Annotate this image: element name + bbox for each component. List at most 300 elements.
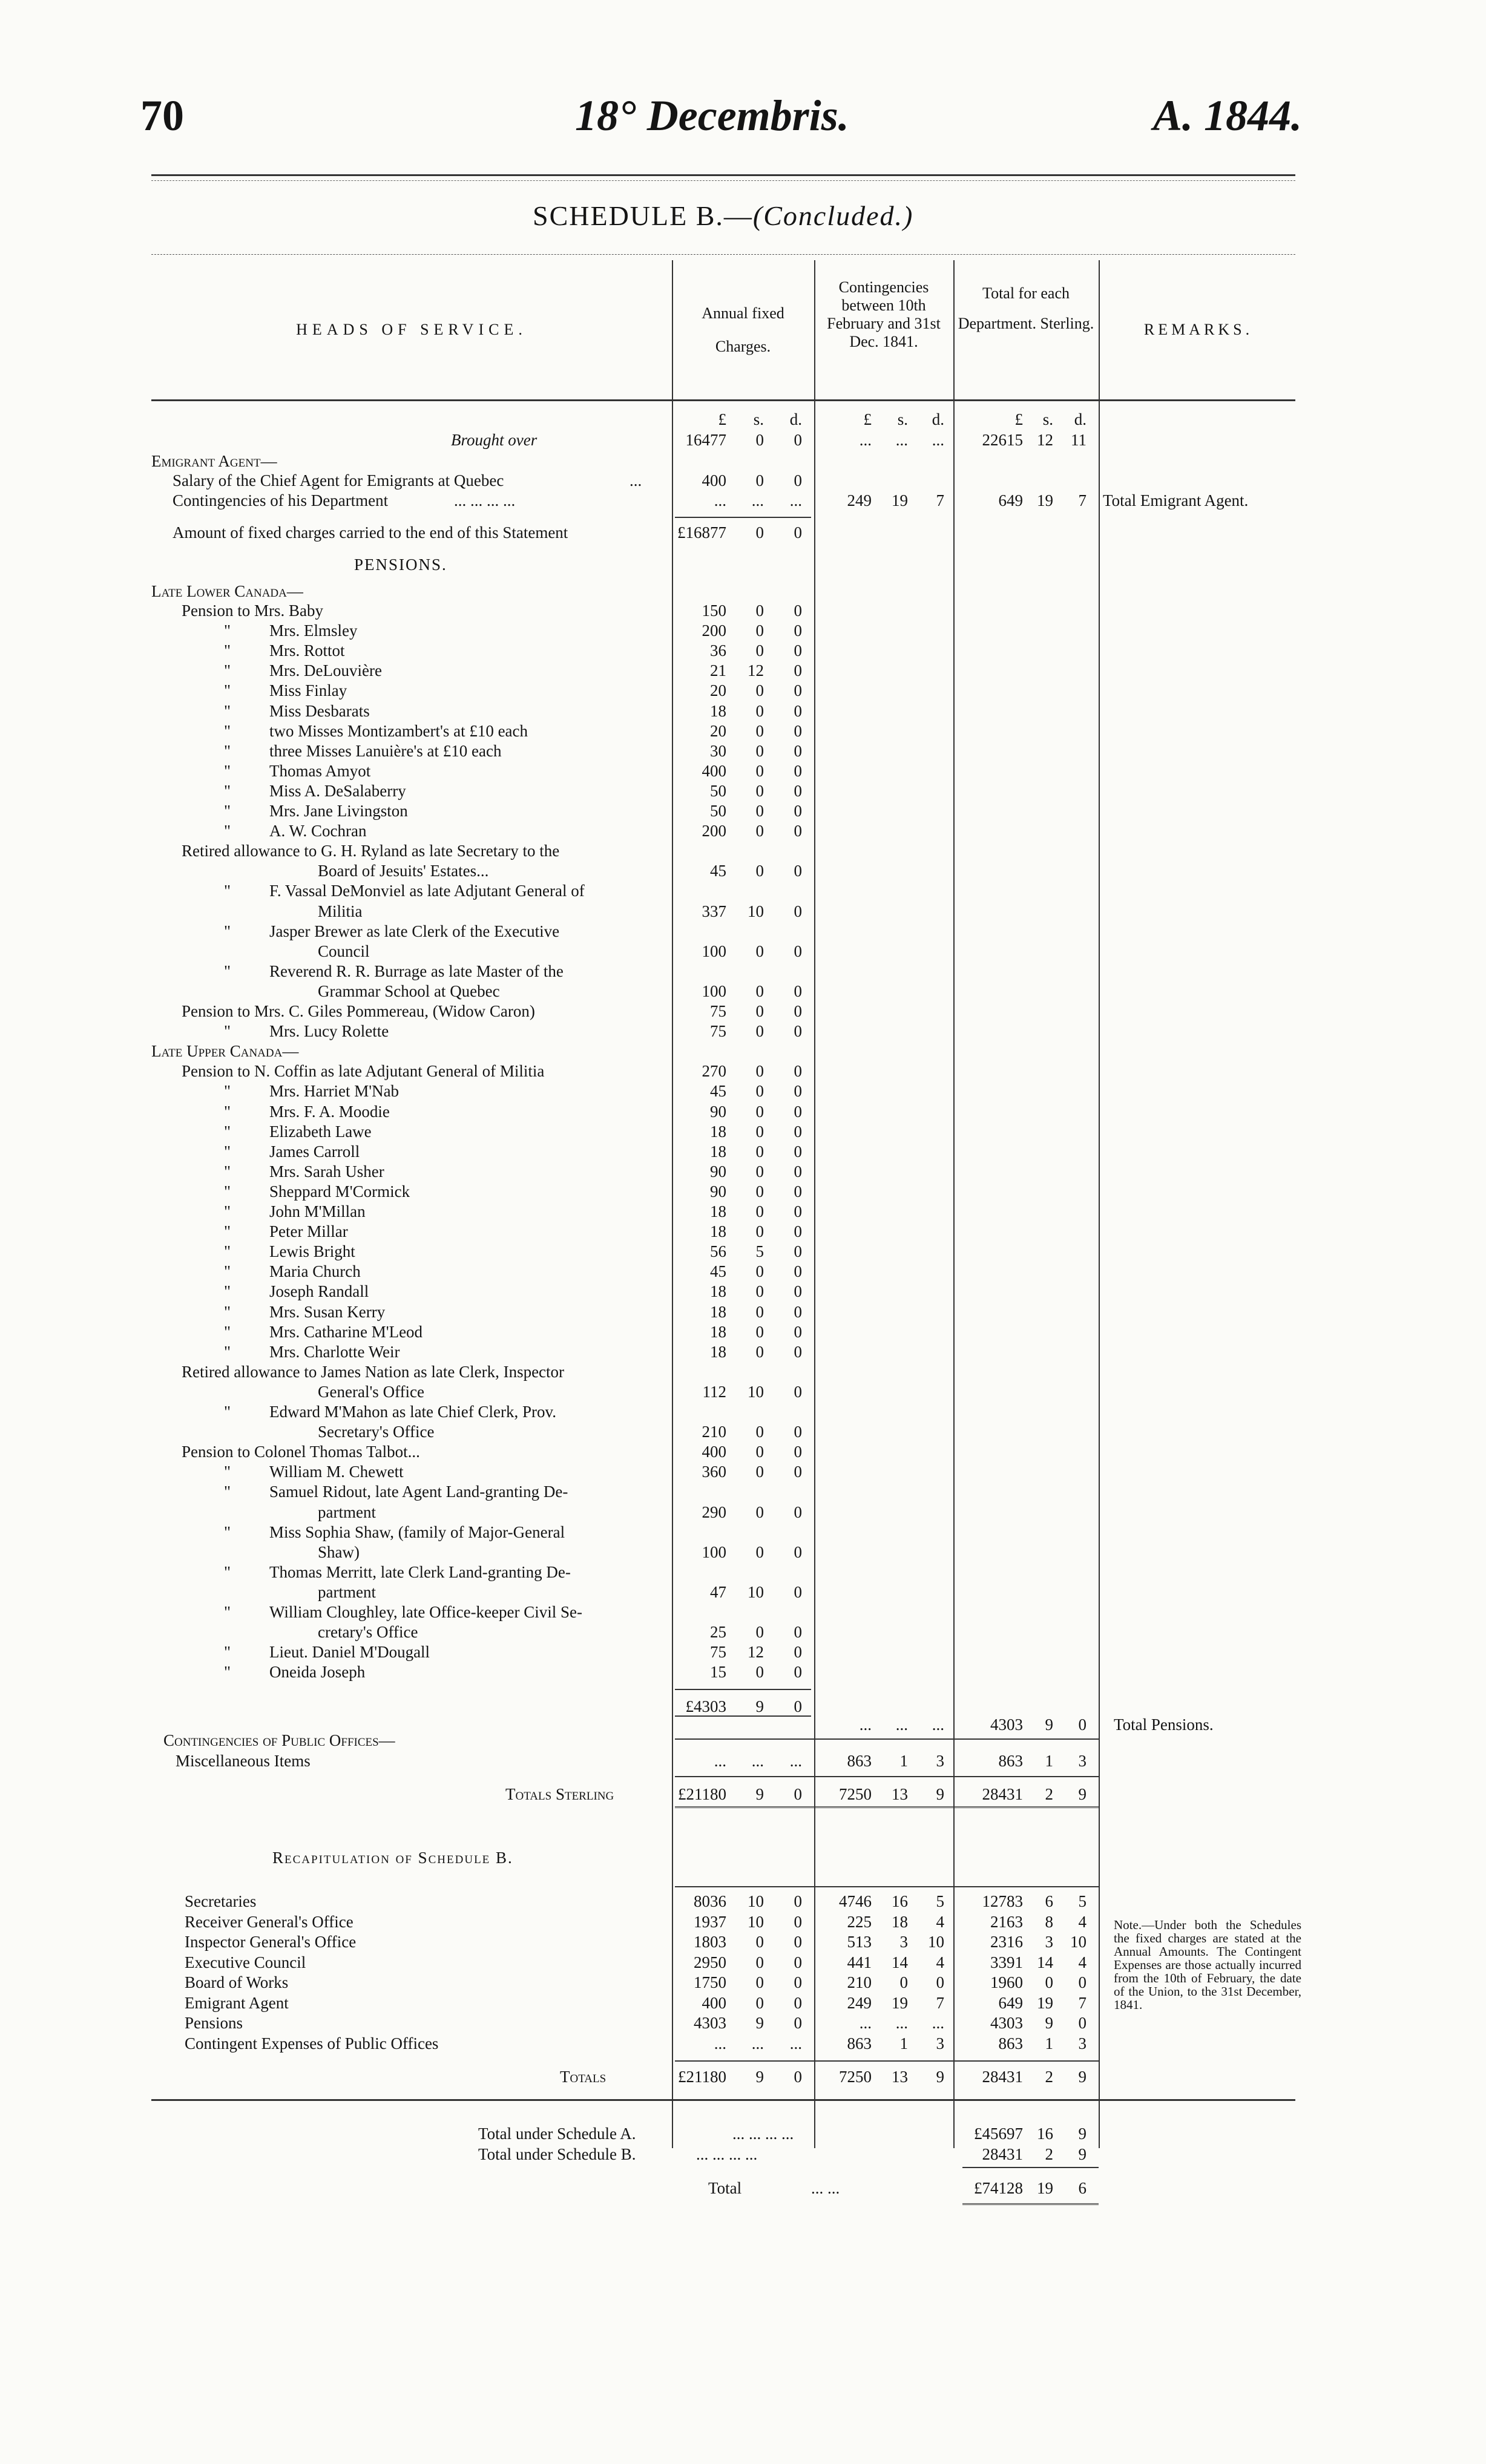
emigrant-cont-cont-pence: 7 (936, 491, 944, 510)
pension-row-annual-shillings: 0 (755, 1463, 764, 1481)
title-main: SCHEDULE B.— (533, 200, 753, 231)
pension-row-label: Mrs. Susan Kerry (269, 1302, 386, 1321)
pension-row-annual-shillings: 5 (755, 1242, 764, 1261)
pension-row-annual-shillings: 0 (755, 1122, 764, 1141)
emigrant-salary-label: Salary of the Chief Agent for Emigrants at Quebec (173, 471, 504, 490)
recap-row-cont-pence: 10 (928, 1933, 944, 1951)
brought-over-cont-pounds: ... (859, 431, 872, 449)
pension-row-annual-shillings: 0 (755, 681, 764, 700)
pension-row-annual-pounds: 15 (710, 1663, 726, 1682)
emigrant-cont-cont-shillings: 19 (892, 491, 908, 510)
pension-row-label: Mrs. Sarah Usher (269, 1162, 384, 1181)
annual-header: Annual fixed Charges. (702, 304, 784, 355)
recap-row-total-pounds: 863 (998, 2034, 1023, 2053)
pension-row-annual-pounds: 18 (710, 1282, 726, 1301)
ditto-mark: " (224, 1182, 231, 1201)
recap-row-annual-pounds: 1937 (694, 1912, 726, 1931)
carried-annual-shillings: 0 (755, 523, 764, 542)
ditto-mark: " (224, 741, 231, 760)
recap-row-total-pounds: 1960 (990, 1973, 1023, 1992)
ditto-mark: " (224, 681, 231, 700)
pension-row-annual-shillings: 0 (755, 1162, 764, 1181)
recap-row-total-pence: 7 (1078, 1993, 1087, 2012)
pension-row-annual-pence: 0 (794, 781, 802, 800)
pension-row-annual-shillings: 0 (755, 721, 764, 740)
recap-totals-rule (675, 2060, 1099, 2062)
pension-row-label: William M. Chewett (269, 1463, 404, 1481)
pension-row-label: Thomas Amyot (269, 761, 371, 780)
pension-row-annual-shillings: 10 (748, 902, 764, 920)
pension-row-annual-pence: 0 (794, 1082, 802, 1101)
pension-row-annual-pence: 0 (794, 601, 802, 620)
recap-row-label: Executive Council (185, 1953, 306, 1971)
misc-total-shillings: 1 (1045, 1752, 1053, 1771)
recap-row-total-pence: 0 (1078, 2014, 1087, 2033)
grand-total-rule (962, 2203, 1099, 2205)
pension-row-annual-pence: 0 (794, 1162, 802, 1181)
recap-totals-total-pence: 9 (1078, 2068, 1087, 2086)
pension-row-annual-shillings: 0 (755, 1142, 764, 1161)
pension-row-label: John M'Millan (269, 1202, 366, 1221)
pension-row-annual-shillings: 12 (748, 661, 764, 680)
pension-row-label: Reverend R. R. Burrage as late Master of the (269, 962, 564, 980)
emigrant-cont-total-shillings: 19 (1037, 491, 1053, 510)
pension-row-annual-pence: 0 (794, 741, 802, 760)
recap-row-label: Receiver General's Office (185, 1912, 353, 1931)
recap-row-total-pence: 3 (1078, 2034, 1087, 2053)
pension-row-annual-pence: 0 (794, 1502, 802, 1521)
ditto-mark: " (224, 1522, 231, 1541)
pension-row-annual-pounds: 18 (710, 1202, 726, 1221)
pension-row-annual-pence: 0 (794, 1122, 802, 1141)
pension-row-annual-pounds: 150 (702, 601, 726, 620)
pension-row-annual-pence: 0 (794, 1202, 802, 1221)
pension-row-label: Mrs. Charlotte Weir (269, 1342, 400, 1361)
grand-schedule-a-value-pounds: £45697 (974, 2125, 1023, 2143)
emigrant-salary-dots: ... (630, 471, 642, 490)
totals-sterling-annual-pounds: £21180 (678, 1785, 726, 1804)
pension-row-annual-pence: 0 (794, 1582, 802, 1601)
pension-row-annual-shillings: 0 (755, 1262, 764, 1281)
pension-row-annual-shillings: 0 (755, 1443, 764, 1461)
column-head-rule (151, 399, 1295, 401)
recap-heading: Recapitulation of Schedule B. (272, 1849, 513, 1867)
pension-row-label: Miss Sophia Shaw, (family of Major-General (269, 1522, 565, 1541)
pension-row-label: Secretary's Office (318, 1423, 435, 1441)
pension-row-label: cretary's Office (318, 1623, 418, 1642)
emigrant-cont-dots: ... ... ... ... (454, 491, 516, 510)
currency-label-a-pounds: £ (718, 410, 726, 428)
recap-row-total-shillings: 9 (1045, 2014, 1053, 2033)
pension-row-annual-pounds: 75 (710, 1022, 726, 1041)
pension-row-label: Sheppard M'Cormick (269, 1182, 410, 1201)
pension-row-annual-pounds: 18 (710, 701, 726, 720)
totals-sterling-total-pounds: 28431 (982, 1785, 1023, 1804)
pension-row-annual-shillings: 0 (755, 1423, 764, 1441)
pension-row-annual-pounds: 337 (702, 902, 726, 920)
pension-row-label: Jasper Brewer as late Clerk of the Executive (269, 922, 560, 940)
recap-totals-label: Totals (560, 2068, 607, 2086)
carried-annual-pounds: £16877 (677, 523, 726, 542)
pension-row-label: F. Vassal DeMonviel as late Adjutant General of (269, 882, 585, 900)
ditto-mark: " (224, 761, 231, 780)
ditto-mark: " (224, 1302, 231, 1321)
pension-row-annual-pounds: 360 (702, 1463, 726, 1481)
recap-row-total-pounds: 2316 (990, 1933, 1023, 1951)
recap-row-annual-pence: 0 (794, 1993, 802, 2012)
pension-row-annual-shillings: 0 (755, 862, 764, 880)
pension-row-annual-pence: 0 (794, 681, 802, 700)
ditto-mark: " (224, 1082, 231, 1101)
miscellaneous-label: Miscellaneous Items (176, 1752, 311, 1771)
ditto-mark: " (224, 1242, 231, 1261)
recap-row-total-shillings: 1 (1045, 2034, 1053, 2053)
pension-row-label: Mrs. Lucy Rolette (269, 1022, 389, 1041)
pension-row-label: Shaw) (318, 1542, 360, 1561)
recap-row-label: Inspector General's Office (185, 1933, 357, 1951)
pension-total-cont-pence: ... (932, 1715, 944, 1734)
recap-row-total-pence: 0 (1078, 1973, 1087, 1992)
recap-row-annual-shillings: 0 (755, 1993, 764, 2012)
ditto-mark: " (224, 1262, 231, 1281)
pension-row-annual-pence: 0 (794, 1322, 802, 1341)
pension-row-label: two Misses Montizambert's at £10 each (269, 721, 528, 740)
grand-total-value-shillings: 19 (1037, 2179, 1053, 2198)
recap-row-annual-shillings: ... (751, 2034, 764, 2053)
emigrant-cont-annual-pounds: ... (714, 491, 726, 510)
pension-row-annual-shillings: 10 (748, 1382, 764, 1401)
pension-row-annual-pounds: 56 (710, 1242, 726, 1261)
pension-total-annual-pounds: £4303 (685, 1697, 726, 1716)
pension-row-label: Lewis Bright (269, 1242, 355, 1261)
pension-row-annual-pence: 0 (794, 1643, 802, 1662)
pension-row-annual-shillings: 0 (755, 781, 764, 800)
pension-row-annual-shillings: 0 (755, 942, 764, 960)
col-divider-2 (814, 260, 815, 2148)
recap-row-annual-shillings: 0 (755, 1973, 764, 1992)
recap-row-label: Secretaries (185, 1892, 257, 1911)
pension-row-annual-shillings: 0 (755, 1342, 764, 1361)
brought-over-annual-shillings: 0 (755, 431, 764, 449)
pension-row-label: Maria Church (269, 1262, 361, 1281)
pension-row-annual-pounds: 112 (702, 1382, 726, 1401)
pension-row-label: three Misses Lanuière's at £10 each (269, 741, 502, 760)
ditto-mark: " (224, 701, 231, 720)
pension-row-annual-shillings: 0 (755, 601, 764, 620)
misc-total-pounds: 863 (998, 1752, 1023, 1771)
pension-row-label: Retired allowance to James Nation as late Clerk, Inspector (182, 1362, 565, 1381)
pension-row-annual-pounds: 30 (710, 741, 726, 760)
pension-row-label: Edward M'Mahon as late Chief Clerk, Prov. (269, 1403, 557, 1421)
page-date (575, 91, 849, 141)
pension-row-annual-pence: 0 (794, 802, 802, 820)
recap-row-total-pounds: 2163 (990, 1912, 1023, 1931)
emigrant-cont-annual-pence: ... (789, 491, 802, 510)
pension-row-annual-pence: 0 (794, 862, 802, 880)
pension-row-annual-pounds: 270 (702, 1062, 726, 1081)
pension-row-label: Miss Desbarats (269, 701, 370, 720)
pension-row-annual-shillings: 0 (755, 1202, 764, 1221)
recap-row-total-pounds: 649 (998, 1993, 1023, 2012)
pension-row-annual-pence: 0 (794, 1443, 802, 1461)
pension-row-label: Mrs. Harriet M'Nab (269, 1082, 399, 1101)
pension-row-annual-pounds: 100 (702, 942, 726, 960)
contingencies-header: Contingencies between 10th February and 31st Dec. 1841. (827, 278, 941, 350)
ditto-mark: " (224, 1222, 231, 1241)
pension-total-annual-pence: 0 (794, 1697, 802, 1716)
pension-row-label: Thomas Merritt, late Clerk Land-granting De- (269, 1562, 571, 1581)
recap-row-annual-shillings: 0 (755, 1933, 764, 1951)
date-text: 18° Decembris. (575, 91, 849, 140)
recap-row-cont-shillings: 0 (899, 1973, 908, 1992)
upper-canada-heading: Late Upper Canada— (151, 1042, 299, 1061)
pension-row-annual-pence: 0 (794, 721, 802, 740)
pension-row-annual-shillings: 0 (755, 741, 764, 760)
ditto-mark: " (224, 1282, 231, 1301)
recap-row-annual-shillings: 9 (755, 2014, 764, 2033)
pension-row-label: Samuel Ridout, late Agent Land-granting De- (269, 1483, 568, 1501)
recap-row-label: Emigrant Agent (185, 1993, 289, 2012)
brought-over-cont-shillings: ... (895, 431, 908, 449)
recap-row-total-shillings: 6 (1045, 1892, 1053, 1911)
recap-row-cont-pence: 3 (936, 2034, 944, 2053)
pension-row-annual-shillings: 0 (755, 802, 764, 820)
ditto-mark: " (224, 1022, 231, 1041)
recap-row-total-pounds: 12783 (982, 1892, 1023, 1911)
totals-sterling-total-pence: 9 (1078, 1785, 1087, 1804)
recap-row-cont-pounds: 225 (847, 1912, 872, 1931)
pension-row-annual-pounds: 18 (710, 1142, 726, 1161)
pension-row-label: Mrs. F. A. Moodie (269, 1102, 390, 1121)
pension-row-label: Pension to Mrs. Baby (182, 601, 324, 620)
pension-row-annual-shillings: 0 (755, 1502, 764, 1521)
totals-sterling-annual-pence: 0 (794, 1785, 802, 1804)
pension-row-annual-shillings: 0 (755, 1542, 764, 1561)
pension-row-annual-pounds: 18 (710, 1222, 726, 1241)
pension-row-label: James Carroll (269, 1142, 360, 1161)
recap-row-total-shillings: 14 (1037, 1953, 1053, 1971)
ditto-mark: " (224, 1322, 231, 1341)
grand-schedule-b-value-pence: 9 (1078, 2145, 1087, 2164)
recap-row-annual-pence: 0 (794, 1953, 802, 1971)
pension-row-annual-pounds: 50 (710, 802, 726, 820)
misc-total-pence: 3 (1078, 1752, 1087, 1771)
grand-subtotal-rule (962, 2167, 1099, 2168)
pension-row-label: partment (318, 1582, 376, 1601)
pension-row-annual-pounds: 25 (710, 1623, 726, 1642)
carried-rule (675, 517, 811, 518)
ditto-mark: " (224, 1342, 231, 1361)
pension-subtotal-rule-2 (675, 1715, 811, 1717)
contingencies-heading: Contingencies of Public Offices— (163, 1731, 395, 1750)
pension-row-annual-pence: 0 (794, 1222, 802, 1241)
recap-row-total-pence: 10 (1070, 1933, 1087, 1951)
brought-over-total-shillings: 12 (1037, 431, 1053, 449)
pension-row-annual-pence: 0 (794, 1142, 802, 1161)
ditto-mark: " (224, 661, 231, 680)
ditto-mark: " (224, 822, 231, 840)
recap-row-cont-pounds: ... (859, 2014, 872, 2033)
recap-row-cont-shillings: ... (895, 2014, 908, 2033)
recap-row-cont-pence: 5 (936, 1892, 944, 1911)
pension-row-annual-pence: 0 (794, 621, 802, 640)
ditto-mark: " (224, 1122, 231, 1141)
pension-row-label: Council (318, 942, 370, 960)
pension-row-annual-pence: 0 (794, 761, 802, 780)
pension-row-annual-pounds: 18 (710, 1322, 726, 1341)
pension-row-label: William Cloughley, late Office-keeper Civil Se- (269, 1603, 583, 1621)
recap-row-annual-pounds: 2950 (694, 1953, 726, 1971)
pension-row-label: Joseph Randall (269, 1282, 369, 1301)
pension-row-annual-pence: 0 (794, 981, 802, 1000)
recap-row-total-shillings: 3 (1045, 1933, 1053, 1951)
ditto-mark: " (224, 1403, 231, 1421)
recap-row-total-pounds: 3391 (990, 1953, 1023, 1971)
pension-row-annual-pounds: 90 (710, 1102, 726, 1121)
pension-row-annual-pounds: 400 (702, 1443, 726, 1461)
grand-total-label: Total (708, 2179, 742, 2198)
pension-row-label: Miss A. DeSalaberry (269, 781, 406, 800)
grand-top-rule (151, 2099, 1295, 2101)
recap-note: Note.—Under both the Schedules the fixed charges are stated at the Annual Amounts. The Contingent Expenses are those actually incurred from the 10th of February, the date of the Union, to the 31st December, 1841. (1114, 1918, 1301, 2012)
pension-row-annual-pence: 0 (794, 1542, 802, 1561)
recap-row-annual-shillings: 0 (755, 1953, 764, 1971)
recap-row-annual-pence: 0 (794, 1892, 802, 1911)
pension-row-annual-pence: 0 (794, 942, 802, 960)
pension-row-label: Mrs. Catharine M'Leod (269, 1322, 423, 1341)
pension-row-annual-pounds: 18 (710, 1342, 726, 1361)
misc-cont-pounds: 863 (847, 1752, 872, 1771)
recap-totals-annual-pence: 0 (794, 2068, 802, 2086)
pension-row-annual-shillings: 0 (755, 1082, 764, 1101)
grand-schedule-a-value-shillings: 16 (1037, 2125, 1053, 2143)
misc-annual-pence: ... (789, 1752, 802, 1771)
pension-row-annual-shillings: 0 (755, 1102, 764, 1121)
remarks-header: REMARKS. (1143, 321, 1254, 338)
recap-totals-cont-shillings: 13 (892, 2068, 908, 2086)
pension-row-annual-pounds: 90 (710, 1162, 726, 1181)
ditto-mark: " (224, 1202, 231, 1221)
pension-total-annual-shillings: 9 (755, 1697, 764, 1716)
total-header: Total for each Department. Sterling. (958, 284, 1094, 332)
emigrant-salary-annual-pounds: 400 (702, 471, 726, 490)
totals-sterling-total-shillings: 2 (1045, 1785, 1053, 1804)
pension-row-annual-shillings: 0 (755, 621, 764, 640)
brought-over-total-pence: 11 (1071, 431, 1087, 449)
ditto-mark: " (224, 1102, 231, 1121)
recap-row-annual-pence: 0 (794, 1933, 802, 1951)
pension-row-label: Peter Millar (269, 1222, 348, 1241)
recap-row-cont-shillings: 18 (892, 1912, 908, 1931)
pension-row-annual-pounds: 45 (710, 1262, 726, 1281)
pension-row-annual-pounds: 400 (702, 761, 726, 780)
recap-totals-annual-pounds: £21180 (678, 2068, 726, 2086)
ditto-mark: " (224, 1562, 231, 1581)
grand-b-dots: ... ... ... ... (696, 2145, 758, 2164)
emigrant-salary-annual-shillings: 0 (755, 471, 764, 490)
pension-row-label: Mrs. Rottot (269, 641, 345, 660)
pension-row-annual-pounds: 20 (710, 681, 726, 700)
recap-top-rule (675, 1886, 1099, 1887)
pension-row-annual-shillings: 0 (755, 1302, 764, 1321)
pension-row-annual-pounds: 90 (710, 1182, 726, 1201)
emigrant-salary-annual-pence: 0 (794, 471, 802, 490)
recap-totals-total-pounds: 28431 (982, 2068, 1023, 2086)
recap-row-annual-pence: ... (789, 2034, 802, 2053)
pension-row-annual-pounds: 290 (702, 1502, 726, 1521)
carried-label: Amount of fixed charges carried to the end of this Statement (173, 523, 568, 542)
recap-row-cont-pounds: 4746 (839, 1892, 872, 1911)
recap-row-cont-shillings: 1 (899, 2034, 908, 2053)
pension-row-annual-pence: 0 (794, 1182, 802, 1201)
pension-row-annual-shillings: 12 (748, 1643, 764, 1662)
pension-row-annual-pence: 0 (794, 1262, 802, 1281)
pension-row-annual-pounds: 100 (702, 981, 726, 1000)
pension-row-label: Miss Finlay (269, 681, 347, 700)
table-top-rule (151, 254, 1295, 255)
currency-label-t-pence: d. (1074, 410, 1087, 428)
currency-label-t-shillings: s. (1042, 410, 1053, 428)
pension-row-annual-shillings: 0 (755, 1322, 764, 1341)
totals-sterling-cont-shillings: 13 (892, 1785, 908, 1804)
pension-row-annual-pence: 0 (794, 1623, 802, 1642)
pension-row-label: A. W. Cochran (269, 822, 367, 840)
grand-schedule-a-value-pence: 9 (1078, 2125, 1087, 2143)
header-rule (151, 174, 1295, 176)
totals-sterling-rule (675, 1776, 1099, 1777)
recap-row-total-pence: 4 (1078, 1953, 1087, 1971)
ditto-mark: " (224, 1162, 231, 1181)
pension-row-label: Mrs. Elmsley (269, 621, 358, 640)
currency-label-c-pence: d. (932, 410, 944, 428)
brought-over-annual-pence: 0 (794, 431, 802, 449)
recap-row-label: Board of Works (185, 1973, 289, 1992)
pension-total-cont-shillings: ... (895, 1715, 908, 1734)
pension-row-annual-shillings: 0 (755, 1182, 764, 1201)
pension-row-annual-pounds: 200 (702, 621, 726, 640)
pension-total-remark: Total Pensions. (1114, 1715, 1214, 1734)
recap-row-total-shillings: 19 (1037, 1993, 1053, 2012)
title-concluded: (Concluded.) (752, 200, 914, 231)
recap-row-cont-pounds: 249 (847, 1993, 872, 2012)
grand-total-value-pence: 6 (1078, 2179, 1087, 2198)
pension-row-annual-pence: 0 (794, 1102, 802, 1121)
ditto-mark: " (224, 641, 231, 660)
recap-row-cont-pence: 4 (936, 1953, 944, 1971)
currency-label-a-pence: d. (789, 410, 802, 428)
pension-row-annual-pounds: 100 (702, 1542, 726, 1561)
pension-row-annual-pounds: 75 (710, 1643, 726, 1662)
pension-row-annual-pence: 0 (794, 1062, 802, 1081)
grand-schedule-b-value-pounds: 28431 (982, 2145, 1023, 2164)
pension-total-cont-pounds: ... (859, 1715, 872, 1734)
ditto-mark: " (224, 1643, 231, 1662)
pension-row-annual-shillings: 0 (755, 761, 764, 780)
recap-row-annual-pounds: 1750 (694, 1973, 726, 1992)
recap-row-total-shillings: 0 (1045, 1973, 1053, 1992)
pension-total-total-pounds: 4303 (990, 1715, 1023, 1734)
pension-total-total-pence: 0 (1078, 1715, 1087, 1734)
pension-row-annual-shillings: 0 (755, 981, 764, 1000)
pension-row-annual-pence: 0 (794, 1002, 802, 1020)
recap-row-total-shillings: 8 (1045, 1912, 1053, 1931)
recap-row-cont-pounds: 441 (847, 1953, 872, 1971)
totals-sterling-rule-2 (675, 1806, 1099, 1808)
recap-row-total-pence: 5 (1078, 1892, 1087, 1911)
recap-row-cont-pounds: 210 (847, 1973, 872, 1992)
recap-row-annual-shillings: 10 (748, 1892, 764, 1911)
ditto-mark: " (224, 781, 231, 800)
